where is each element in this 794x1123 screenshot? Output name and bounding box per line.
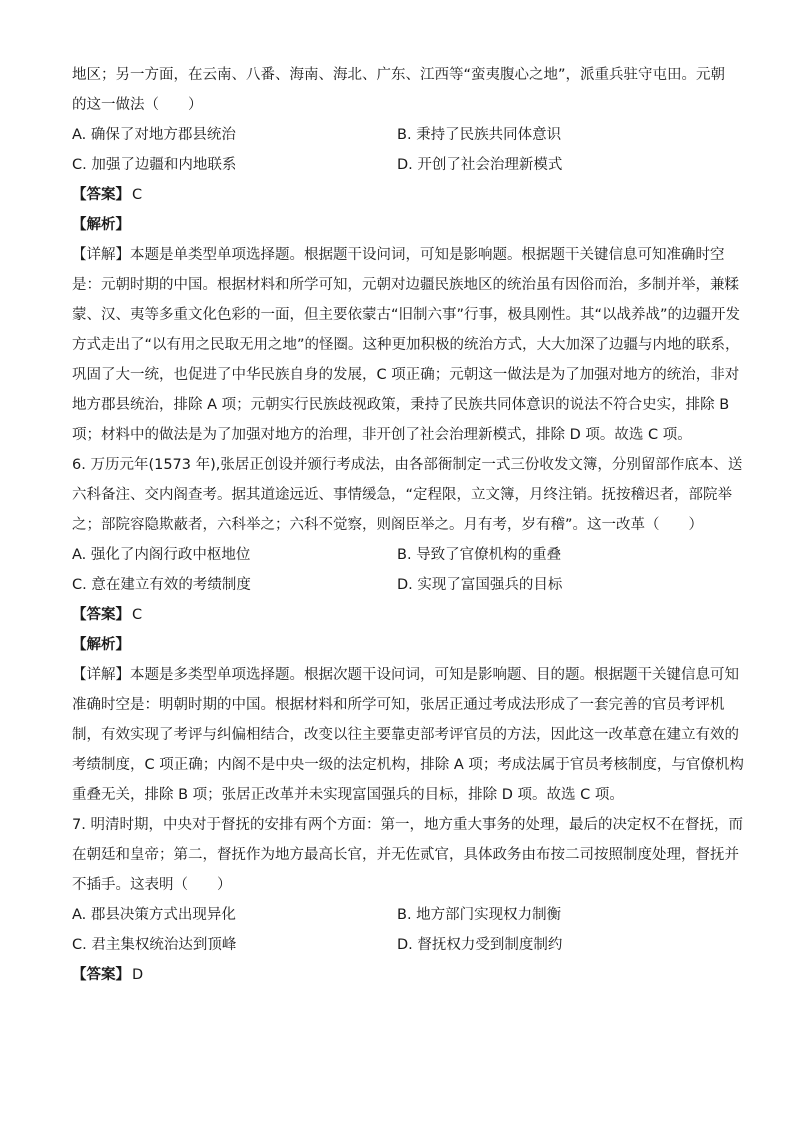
answer-value: C — [132, 607, 143, 623]
q7-option-c: C. 君主集权统治达到顶峰 — [72, 937, 237, 953]
answer-value: C — [132, 187, 143, 203]
q6-option-c: C. 意在建立有效的考绩制度 — [72, 577, 251, 593]
q5-options-row-1 — [72, 120, 724, 150]
answer-value: D — [132, 967, 144, 983]
analysis-label: 【解析】 — [72, 637, 130, 653]
q6-option-d: D. 实现了富国强兵的目标 — [397, 577, 563, 593]
q5-option-a: A. 确保了对地方郡县统治 — [72, 127, 236, 143]
q5-detail-line: 地方郡县统治，排除 A 项；元朝实行民族歧视政策，秉持了民族共同体意识的说法不符合史实，排除 B — [72, 397, 730, 413]
q5-analysis — [72, 210, 724, 240]
q6-analysis — [72, 630, 724, 660]
answer-label: 【答案】 — [72, 607, 130, 623]
answer-label: 【答案】 — [72, 967, 130, 983]
q5-detail — [72, 240, 741, 450]
q6-answer — [72, 600, 724, 630]
q5-options-row-2 — [72, 150, 724, 180]
q6-options-row-2 — [72, 570, 724, 600]
q5-option-d: D. 开创了社会治理新模式 — [397, 157, 563, 173]
q7-option-a: A. 郡县决策方式出现异化 — [72, 907, 236, 923]
q5-detail-line: 蒙、汉、夷等多重文化色彩的一面，但主要依蒙古“旧制六事”行事，极具刚性。其“以战养战”的边疆开发 — [72, 307, 741, 323]
q6-detail — [72, 660, 744, 810]
q5-stem-line: 的这一做法（ ） — [72, 97, 203, 113]
q6-detail-line: 考绩制度，C 项正确；内阁不是中央一级的法定机构，排除 A 项；考成法属于官员考核制度，与官僚机构 — [72, 757, 744, 773]
q6-detail-line: 准确时空是：明朝时期的中国。根据材料和所学可知，张居正通过考成法形成了一套完善的官员考评机 — [72, 697, 725, 713]
q7-stem-line: 7. 明清时期，中央对于督抚的安排有两个方面：第一，地方重大事务的处理，最后的决定权不在督抚，而 — [72, 817, 743, 833]
q6-detail-line: 【详解】本题是多类型单项选择题。根据次题干设问词，可知是影响题、目的题。根据题干关键信息可知 — [72, 667, 739, 683]
answer-label: 【答案】 — [72, 187, 130, 203]
q5-answer — [72, 180, 724, 210]
q5-detail-line: 【详解】本题是单类型单项选择题。根据题干设问词，可知是影响题。根据题干关键信息可知准确时空 — [72, 247, 725, 263]
q6-options-row-1 — [72, 540, 724, 570]
q7-answer — [72, 960, 724, 990]
q5-stem-line: 地区；另一方面，在云南、八番、海南、海北、广东、江西等“蛮夷腹心之地”，派重兵驻守屯田。元朝 — [72, 67, 726, 83]
q7-options-row-1 — [72, 900, 724, 930]
q6-option-a: A. 强化了内阁行政中枢地位 — [72, 547, 251, 563]
q6-stem — [72, 450, 743, 540]
q7-stem-line: 不插手。这表明（ ） — [72, 877, 232, 893]
q5-detail-line: 巩固了大一统，也促进了中华民族自身的发展，C 项正确；元朝这一做法是为了加强对地方的统治，非对 — [72, 367, 740, 383]
q5-detail-line: 方式走出了“以有用之民取无用之地”的怪圈。这种更加积极的统治方式，大大加深了边疆与内地的联系， — [72, 337, 740, 353]
q5-option-c: C. 加强了边疆和内地联系 — [72, 157, 237, 173]
q7-options-row-2 — [72, 930, 724, 960]
q6-detail-line: 制，有效实现了考评与纠偏相结合，改变以往主要靠吏部考评官员的方法，因此这一改革意在建立有效的 — [72, 727, 739, 743]
document-page — [72, 60, 744, 990]
q7-stem — [72, 810, 743, 900]
q7-option-b: B. 地方部门实现权力制衡 — [397, 907, 562, 923]
q6-option-b: B. 导致了官僚机构的重叠 — [397, 547, 562, 563]
q5-stem — [72, 60, 724, 120]
q6-stem-line: 之；部院容隐欺蔽者，六科举之；六科不觉察，则阁臣举之。月有考，岁有稽”。这一改革（ ） — [72, 517, 704, 533]
q5-detail-line: 是：元朝时期的中国。根据材料和所学可知，元朝对边疆民族地区的统治虽有因俗而治，多制并举，兼糅 — [72, 277, 739, 293]
q7-option-d: D. 督抚权力受到制度制约 — [397, 937, 563, 953]
q7-stem-line: 在朝廷和皇帝；第二，督抚作为地方最高长官，并无佐贰官，具体政务由布按二司按照制度处理，督抚并 — [72, 847, 739, 863]
q5-detail-line: 项；材料中的做法是为了加强对地方的治理，非开创了社会治理新模式，排除 D 项。故选 C 项。 — [72, 427, 692, 443]
q6-stem-line: 6. 万历元年(1573 年),张居正创设并颁行考成法，由各部衙制定一式三份收发文簿，分别留部作底本、送 — [72, 457, 743, 473]
q6-detail-line: 重叠无关，排除 B 项；张居正改革并未实现富国强兵的目标，排除 D 项。故选 C 项。 — [72, 787, 624, 803]
q6-stem-line: 六科备注、交内阁查考。据其道途远近、事情缓急，“定程限，立文簿，月终注销。抚按稽迟者，部院举 — [72, 487, 733, 503]
q5-option-b: B. 秉持了民族共同体意识 — [397, 127, 562, 143]
analysis-label: 【解析】 — [72, 217, 130, 233]
